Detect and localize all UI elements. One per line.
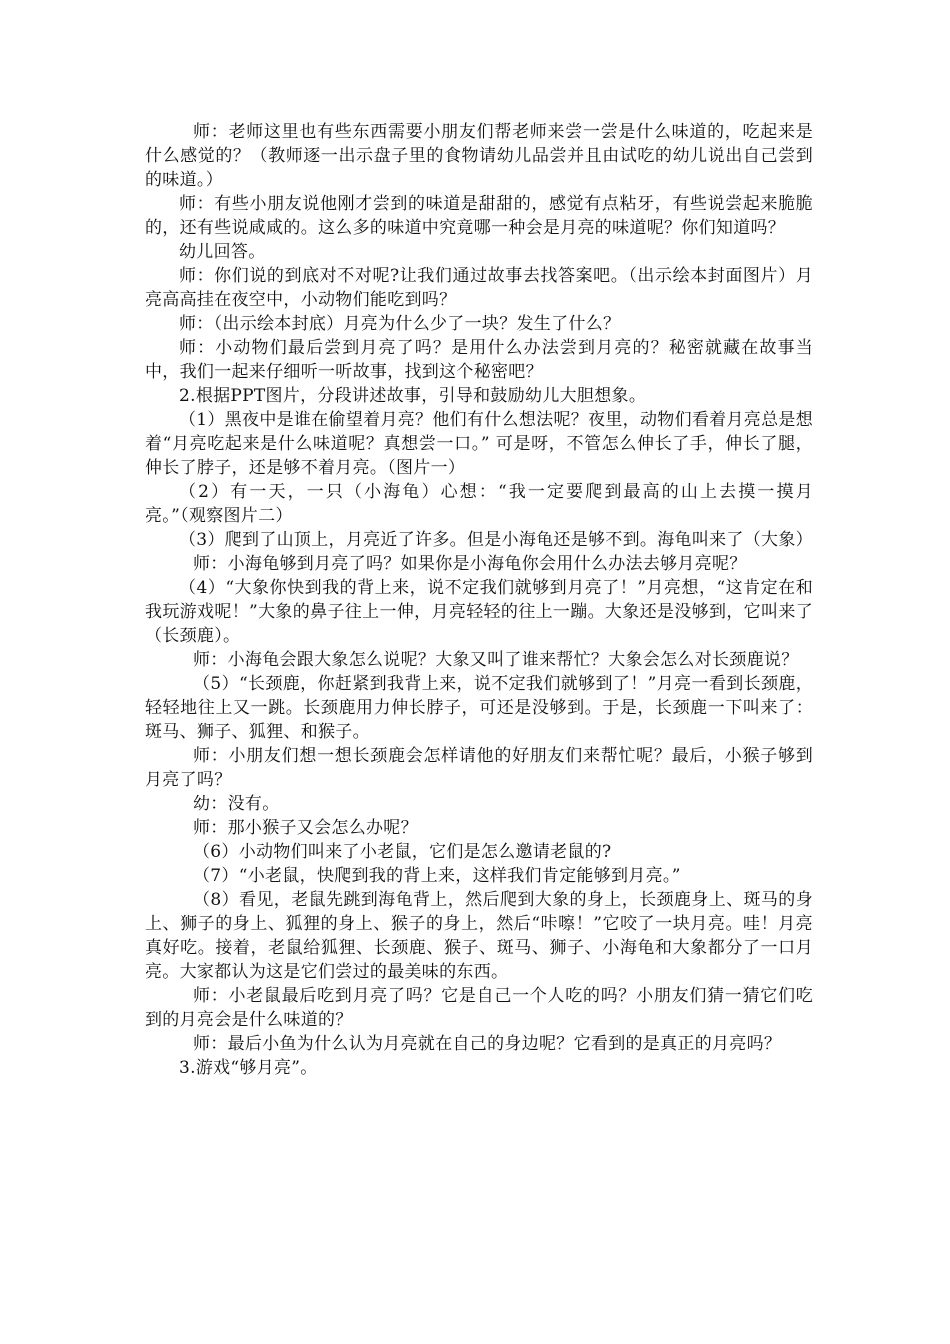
paragraph-14: （5）“长颈鹿，你赶紧到我背上来，说不定我们就够到了！”月亮一看到长颈鹿，轻轻地往上又一跳。长颈鹿用力伸长脖子，可还是没够到。于是，长颈鹿一下叫来了：斑马、狮子、狐狸、和猴子。 [145, 674, 813, 742]
document-page [145, 120, 813, 1080]
paragraph-11: 师：小海龟够到月亮了吗？如果你是小海龟你会用什么办法去够月亮呢？ [193, 554, 747, 574]
paragraph-12: （4）“大象你快到我的背上来，说不定我们就够到月亮了！”月亮想，“这肯定在和我玩游戏呢！”大象的鼻子往上一伸，月亮轻轻的往上一蹦。大象还是没够到，它叫来了（长颈鹿）。 [145, 578, 813, 646]
paragraph-1: 师：老师这里也有些东西需要小朋友们帮老师来尝一尝是什么味道的，吃起来是什么感觉的？（教师逐一出示盘子里的食物请幼儿品尝并且由试吃的幼儿说出自己尝到的味道。） [145, 122, 813, 190]
paragraph-4: 师：你们说的到底对不对呢?让我们通过故事去找答案吧。（出示绘本封面图片）月亮高高挂在夜空中，小动物们能吃到吗？ [145, 266, 813, 310]
paragraph-5: 师：（出示绘本封底）月亮为什么少了一块？发生了什么？ [179, 314, 621, 334]
paragraph-21: 师：小老鼠最后吃到月亮了吗？它是自己一个人吃的吗？小朋友们猜一猜它们吃到的月亮会是什么味道的？ [145, 986, 813, 1030]
paragraph-8: （1）黑夜中是谁在偷望着月亮？他们有什么想法呢？夜里，动物们看着月亮总是想着“月亮吃起来是什么味道呢？真想尝一口。” 可是呀，不管怎么伸长了手，伸长了腿，伸长了脖子，还是够不着月亮。（图片一） [145, 410, 813, 478]
paragraph-18: （6）小动物们叫来了小老鼠，它们是怎么邀请老鼠的? [193, 842, 612, 862]
paragraph-2: 师：有些小朋友说他刚才尝到的味道是甜甜的，感觉有点粘牙，有些说尝起来脆脆的，还有些说咸咸的。这么多的味道中究竟哪一种会是月亮的味道呢？你们知道吗？ [145, 194, 813, 238]
paragraph-16: 幼：没有。 [193, 794, 280, 814]
paragraph-6: 师：小动物们最后尝到月亮了吗？是用什么办法尝到月亮的？秘密就藏在故事当中，我们一起来仔细听一听故事，找到这个秘密吧？ [145, 338, 813, 382]
paragraph-3: 幼儿回答。 [179, 242, 266, 262]
paragraph-9: （2）有一天，一只（小海龟）心想：“我一定要爬到最高的山上去摸一摸月亮。”（观察图片二） [145, 482, 813, 526]
paragraph-19: （7）“小老鼠，快爬到我的背上来，这样我们肯定能够到月亮。” [193, 866, 681, 886]
paragraph-20: （8）看见，老鼠先跳到海龟背上，然后爬到大象的身上，长颈鹿身上、斑马的身上、狮子的身上、狐狸的身上、猴子的身上，然后“咔嚓！”它咬了一块月亮。哇！月亮真好吃。接着，老鼠给狐狸、长颈鹿、猴子、斑马、狮子、小海龟和大象都分了一口月亮。大家都认为这是它们尝过的最美味的东西。 [145, 890, 813, 982]
paragraph-7: 2.根据PPT图片，分段讲述故事，引导和鼓励幼儿大胆想象。 [179, 386, 647, 406]
paragraph-10: （3）爬到了山顶上，月亮近了许多。但是小海龟还是够不到。海龟叫来了（大象） [179, 530, 813, 550]
paragraph-15: 师：小朋友们想一想长颈鹿会怎样请他的好朋友们来帮忙呢？最后，小猴子够到月亮了吗？ [145, 746, 813, 790]
paragraph-23: 3.游戏“够月亮”。 [179, 1058, 318, 1078]
paragraph-22: 师：最后小鱼为什么认为月亮就在自己的身边呢？它看到的是真正的月亮吗？ [193, 1034, 782, 1054]
paragraph-17: 师：那小猴子又会怎么办呢？ [193, 818, 418, 838]
paragraph-13: 师：小海龟会跟大象怎么说呢？大象又叫了谁来帮忙？大象会怎么对长颈鹿说？ [193, 650, 799, 670]
